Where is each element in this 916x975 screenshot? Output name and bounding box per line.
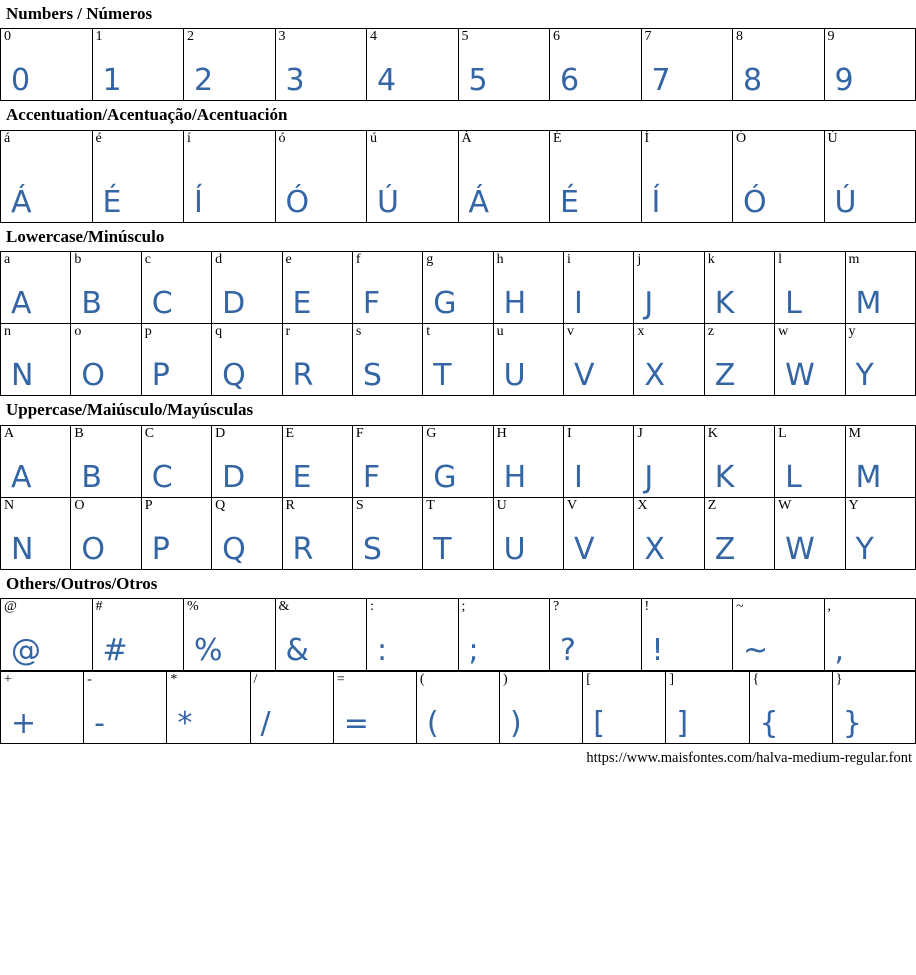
glyph-sample: J bbox=[644, 286, 654, 322]
glyph-sample: U bbox=[503, 358, 527, 394]
glyph-label: w bbox=[778, 324, 789, 340]
table-row bbox=[1, 324, 916, 396]
glyph-sample: P bbox=[151, 358, 171, 394]
glyph-label: ú bbox=[370, 130, 377, 146]
glyph-sample: 3 bbox=[285, 63, 306, 99]
glyph-label: K bbox=[707, 425, 718, 441]
glyph-sample: E bbox=[292, 286, 312, 322]
glyph-sample: ? bbox=[560, 632, 577, 668]
glyph-sample: ; bbox=[468, 632, 480, 668]
glyph-sample: V bbox=[574, 531, 596, 567]
glyph-label: C bbox=[144, 425, 155, 441]
glyph-label: c bbox=[144, 252, 151, 268]
glyph-label: 2 bbox=[187, 29, 194, 45]
glyph-label: f bbox=[355, 252, 361, 268]
glyph-label: J bbox=[637, 425, 643, 441]
glyph-label: m bbox=[848, 252, 860, 268]
glyph-sample: M bbox=[855, 286, 882, 322]
glyph-cell bbox=[423, 497, 493, 569]
glyph-label: j bbox=[637, 252, 642, 268]
glyph-label: 4 bbox=[370, 29, 377, 45]
glyph-sample: N bbox=[11, 358, 34, 394]
glyph-label: A bbox=[4, 425, 15, 441]
glyph-label: , bbox=[827, 598, 831, 614]
glyph-cell bbox=[775, 497, 845, 569]
glyph-cell bbox=[71, 252, 141, 324]
glyph-label: S bbox=[355, 497, 364, 513]
glyph-label: V bbox=[567, 497, 578, 513]
glyph-cell bbox=[458, 598, 550, 670]
glyph-sample: { bbox=[759, 705, 780, 741]
glyph-sample: ) bbox=[510, 705, 523, 741]
glyph-label: v bbox=[567, 324, 574, 340]
section-title-numbers: Numbers / Números bbox=[6, 4, 153, 23]
glyph-cell bbox=[352, 425, 422, 497]
glyph-label: 7 bbox=[644, 29, 652, 45]
glyph-label: * bbox=[170, 671, 178, 687]
glyph-cell bbox=[275, 29, 367, 101]
glyph-sample: Z bbox=[714, 358, 736, 394]
glyph-sample: Y bbox=[855, 358, 875, 394]
glyph-label: a bbox=[4, 252, 11, 268]
section-title-accentuation: Accentuation/Acentuação/Acentuación bbox=[6, 105, 288, 125]
glyph-cell bbox=[641, 29, 733, 101]
glyph-label: b bbox=[74, 252, 82, 268]
glyph-sample: S bbox=[362, 531, 383, 567]
glyph-label: u bbox=[496, 324, 504, 340]
glyph-cell bbox=[416, 671, 499, 743]
glyph-label: I bbox=[567, 425, 572, 441]
glyph-sample: O bbox=[81, 531, 106, 567]
glyph-label: L bbox=[778, 425, 787, 441]
glyph-cell bbox=[282, 252, 352, 324]
glyph-label: ~ bbox=[736, 598, 744, 614]
glyph-label: n bbox=[4, 324, 11, 340]
glyph-cell bbox=[704, 324, 774, 396]
glyph-label: = bbox=[336, 671, 345, 687]
glyph-sample: O bbox=[81, 358, 106, 394]
glyph-label: ; bbox=[461, 598, 466, 614]
glyph-label: o bbox=[74, 324, 82, 340]
glyph-cell bbox=[641, 598, 733, 670]
table-row bbox=[1, 130, 916, 222]
glyph-cell bbox=[282, 324, 352, 396]
glyph-table-numbers bbox=[0, 28, 916, 101]
glyph-sample: = bbox=[343, 705, 370, 741]
glyph-label: [ bbox=[586, 671, 591, 687]
glyph-sample: 8 bbox=[743, 63, 763, 99]
glyph-sample: K bbox=[714, 459, 735, 495]
glyph-cell bbox=[275, 598, 367, 670]
glyph-sample: P bbox=[151, 531, 171, 567]
glyph-cell bbox=[1, 130, 93, 222]
glyph-cell bbox=[333, 671, 416, 743]
glyph-label: } bbox=[835, 671, 843, 687]
glyph-label: O bbox=[74, 497, 85, 513]
glyph-sample: 4 bbox=[377, 63, 397, 99]
glyph-sample: [ bbox=[593, 705, 606, 741]
glyph-sample: X bbox=[644, 531, 666, 567]
table-row bbox=[1, 598, 916, 670]
glyph-label: ( bbox=[419, 671, 425, 687]
glyph-cell bbox=[71, 324, 141, 396]
glyph-cell bbox=[824, 29, 916, 101]
glyph-cell bbox=[550, 29, 642, 101]
glyph-sample: J bbox=[644, 459, 654, 495]
glyph-label: 1 bbox=[95, 29, 103, 45]
glyph-label: q bbox=[215, 324, 223, 340]
glyph-sample: W bbox=[785, 531, 816, 567]
glyph-cell bbox=[458, 29, 550, 101]
glyph-label: x bbox=[637, 324, 645, 340]
glyph-sample: Y bbox=[855, 531, 875, 567]
glyph-sample: W bbox=[785, 358, 816, 394]
glyph-sample: É bbox=[560, 184, 580, 220]
glyph-label: & bbox=[278, 598, 290, 614]
glyph-cell bbox=[775, 425, 845, 497]
glyph-label: É bbox=[553, 130, 562, 146]
glyph-sample: % bbox=[194, 632, 224, 668]
glyph-sample: T bbox=[433, 358, 453, 394]
glyph-cell bbox=[352, 324, 422, 396]
glyph-sample: C bbox=[151, 459, 174, 495]
glyph-cell bbox=[275, 130, 367, 222]
glyph-label: 3 bbox=[278, 29, 286, 45]
glyph-sample: M bbox=[855, 459, 882, 495]
glyph-sample: A bbox=[11, 459, 33, 495]
glyph-sample: + bbox=[11, 705, 37, 741]
glyph-label: l bbox=[778, 252, 783, 268]
glyph-cell bbox=[84, 671, 167, 743]
glyph-cell bbox=[733, 29, 825, 101]
glyph-sample: 9 bbox=[834, 63, 855, 99]
glyph-sample: , bbox=[834, 632, 845, 668]
glyph-sample: U bbox=[503, 531, 527, 567]
glyph-label: Q bbox=[215, 497, 226, 513]
glyph-label: % bbox=[187, 598, 199, 614]
glyph-cell bbox=[71, 497, 141, 569]
glyph-cell bbox=[141, 252, 211, 324]
glyph-sample: @ bbox=[11, 632, 42, 668]
glyph-cell bbox=[583, 671, 666, 743]
glyph-table-uppercase bbox=[0, 425, 916, 570]
glyph-cell bbox=[212, 252, 282, 324]
glyph-label: 9 bbox=[827, 29, 835, 45]
glyph-sample: Z bbox=[714, 531, 736, 567]
glyph-sample: É bbox=[102, 184, 122, 220]
glyph-label: U bbox=[496, 497, 507, 513]
glyph-cell bbox=[423, 252, 493, 324]
glyph-sample: Í bbox=[651, 184, 661, 220]
glyph-sample: G bbox=[433, 286, 457, 322]
glyph-cell bbox=[184, 29, 276, 101]
glyph-cell bbox=[704, 425, 774, 497]
glyph-sample: R bbox=[292, 358, 314, 394]
glyph-label: s bbox=[355, 324, 362, 340]
glyph-cell bbox=[141, 425, 211, 497]
glyph-sample: ( bbox=[426, 705, 440, 741]
glyph-cell bbox=[92, 598, 184, 670]
glyph-label: @ bbox=[4, 598, 17, 614]
glyph-label: Z bbox=[707, 497, 717, 513]
glyph-label: Á bbox=[461, 130, 472, 146]
glyph-cell bbox=[641, 130, 733, 222]
section-title-lowercase: Lowercase/Minúsculo bbox=[6, 226, 165, 246]
glyph-sample: * bbox=[177, 705, 193, 741]
glyph-cell bbox=[367, 130, 459, 222]
glyph-table-lowercase bbox=[0, 251, 916, 396]
glyph-cell bbox=[352, 252, 422, 324]
table-row bbox=[1, 425, 916, 497]
glyph-sample: L bbox=[785, 286, 803, 322]
glyph-cell bbox=[564, 324, 634, 396]
glyph-sample: Ú bbox=[377, 184, 400, 220]
glyph-cell bbox=[282, 497, 352, 569]
glyph-label: # bbox=[95, 598, 103, 614]
glyph-sample: Ú bbox=[834, 184, 857, 220]
glyph-cell bbox=[141, 497, 211, 569]
section-title-others: Others/Outros/Otros bbox=[6, 573, 158, 593]
glyph-cell bbox=[500, 671, 583, 743]
glyph-label: Ú bbox=[827, 130, 838, 146]
glyph-sample: } bbox=[842, 705, 863, 741]
glyph-cell bbox=[845, 425, 916, 497]
glyph-cell bbox=[92, 29, 184, 101]
table-row bbox=[1, 29, 916, 101]
source-url[interactable]: https://www.maisfontes.com/halva-medium-regular.font bbox=[586, 749, 912, 766]
glyph-label: Y bbox=[848, 497, 859, 513]
glyph-sample: T bbox=[433, 531, 453, 567]
glyph-cell bbox=[282, 425, 352, 497]
glyph-cell bbox=[71, 425, 141, 497]
glyph-cell bbox=[564, 497, 634, 569]
glyph-cell bbox=[1, 497, 71, 569]
glyph-label: E bbox=[285, 425, 295, 441]
table-row bbox=[1, 252, 916, 324]
glyph-label: Í bbox=[644, 130, 650, 146]
glyph-cell bbox=[733, 598, 825, 670]
glyph-cell bbox=[352, 497, 422, 569]
glyph-label: z bbox=[707, 324, 714, 340]
glyph-sample: X bbox=[644, 358, 666, 394]
glyph-sample: 1 bbox=[102, 63, 123, 99]
glyph-sample: N bbox=[11, 531, 34, 567]
glyph-label: T bbox=[426, 497, 435, 513]
glyph-sample: G bbox=[433, 459, 457, 495]
glyph-label: i bbox=[567, 252, 571, 268]
glyph-cell bbox=[564, 425, 634, 497]
glyph-cell bbox=[733, 130, 825, 222]
glyph-sample: ! bbox=[651, 632, 665, 668]
glyph-sample: Q bbox=[222, 358, 247, 394]
glyph-cell bbox=[212, 324, 282, 396]
glyph-label: G bbox=[426, 425, 437, 441]
glyph-label: ] bbox=[669, 671, 675, 687]
glyph-sample: 7 bbox=[651, 63, 672, 99]
glyph-label: + bbox=[4, 671, 12, 687]
glyph-cell bbox=[704, 497, 774, 569]
table-row bbox=[1, 671, 916, 743]
glyph-label: D bbox=[215, 425, 226, 441]
glyph-sample: S bbox=[362, 358, 383, 394]
glyph-label: : bbox=[370, 598, 374, 614]
glyph-sample: ~ bbox=[743, 632, 769, 668]
glyph-sample: I bbox=[574, 459, 584, 495]
glyph-sample: H bbox=[503, 459, 527, 495]
glyph-cell bbox=[775, 324, 845, 396]
glyph-label: N bbox=[4, 497, 15, 513]
glyph-cell bbox=[634, 497, 704, 569]
glyph-label: B bbox=[74, 425, 84, 441]
glyph-cell bbox=[1, 252, 71, 324]
glyph-label: t bbox=[426, 324, 431, 340]
glyph-cell bbox=[564, 252, 634, 324]
glyph-cell bbox=[824, 130, 916, 222]
glyph-label: r bbox=[285, 324, 291, 340]
glyph-label: 6 bbox=[553, 29, 560, 45]
glyph-cell bbox=[493, 324, 563, 396]
glyph-sample: K bbox=[714, 286, 735, 322]
glyph-cell bbox=[749, 671, 832, 743]
glyph-label: F bbox=[355, 425, 364, 441]
glyph-sample: B bbox=[81, 286, 103, 322]
glyph-sample: I bbox=[574, 286, 584, 322]
glyph-sample: & bbox=[285, 632, 310, 668]
glyph-sample: V bbox=[574, 358, 596, 394]
glyph-sample: Á bbox=[11, 184, 33, 220]
glyph-table-others-2 bbox=[0, 671, 916, 744]
glyph-cell bbox=[493, 425, 563, 497]
glyph-cell bbox=[550, 130, 642, 222]
glyph-label: k bbox=[707, 252, 715, 268]
glyph-cell bbox=[184, 598, 276, 670]
glyph-cell bbox=[832, 671, 915, 743]
glyph-sample: Ó bbox=[743, 184, 768, 220]
glyph-sample: Ó bbox=[285, 184, 310, 220]
glyph-sample: Q bbox=[222, 531, 247, 567]
glyph-cell bbox=[212, 425, 282, 497]
glyph-label: { bbox=[752, 671, 760, 687]
glyph-cell bbox=[184, 130, 276, 222]
glyph-cell bbox=[1, 671, 84, 743]
glyph-cell bbox=[634, 324, 704, 396]
glyph-cell bbox=[634, 252, 704, 324]
glyph-cell bbox=[141, 324, 211, 396]
glyph-label: ! bbox=[644, 598, 650, 614]
glyph-sample: H bbox=[503, 286, 527, 322]
glyph-cell bbox=[1, 598, 93, 670]
glyph-sample: L bbox=[785, 459, 803, 495]
glyph-label: 5 bbox=[461, 29, 469, 45]
glyph-cell bbox=[550, 598, 642, 670]
glyph-label: X bbox=[637, 497, 648, 513]
glyph-table-accentuation bbox=[0, 130, 916, 223]
glyph-cell bbox=[367, 598, 459, 670]
glyph-label: 0 bbox=[4, 29, 11, 45]
glyph-cell bbox=[824, 598, 916, 670]
glyph-cell bbox=[845, 252, 916, 324]
glyph-sample: 6 bbox=[560, 63, 580, 99]
glyph-label: é bbox=[95, 130, 102, 146]
glyph-label: M bbox=[848, 425, 861, 441]
glyph-cell bbox=[367, 29, 459, 101]
glyph-sample: B bbox=[81, 459, 103, 495]
glyph-cell bbox=[493, 252, 563, 324]
glyph-label: y bbox=[848, 324, 856, 340]
glyph-label: / bbox=[253, 671, 258, 687]
glyph-sample: 0 bbox=[11, 63, 31, 99]
glyph-cell bbox=[666, 671, 749, 743]
glyph-sample: : bbox=[377, 632, 388, 668]
glyph-label: ? bbox=[553, 598, 560, 614]
glyph-cell bbox=[1, 29, 93, 101]
section-title-uppercase: Uppercase/Maiúsculo/Mayúsculas bbox=[6, 400, 254, 420]
glyph-sample: R bbox=[292, 531, 314, 567]
glyph-sample: 2 bbox=[194, 63, 214, 99]
glyph-cell bbox=[1, 324, 71, 396]
glyph-sample: 5 bbox=[468, 63, 489, 99]
glyph-sample: F bbox=[362, 459, 381, 495]
glyph-sample: Á bbox=[468, 184, 490, 220]
glyph-label: R bbox=[285, 497, 295, 513]
glyph-cell bbox=[845, 497, 916, 569]
glyph-label: e bbox=[285, 252, 292, 268]
glyph-cell bbox=[493, 497, 563, 569]
glyph-label: h bbox=[496, 252, 504, 268]
glyph-cell bbox=[704, 252, 774, 324]
glyph-sample: ] bbox=[676, 705, 689, 741]
glyph-cell bbox=[458, 130, 550, 222]
glyph-cell bbox=[845, 324, 916, 396]
glyph-sample: C bbox=[151, 286, 174, 322]
glyph-label: - bbox=[87, 671, 92, 687]
glyph-label: g bbox=[426, 252, 434, 268]
glyph-cell bbox=[1, 425, 71, 497]
glyph-label: Ó bbox=[736, 130, 747, 146]
glyph-label: W bbox=[778, 497, 792, 513]
glyph-table-others bbox=[0, 598, 916, 671]
glyph-sample: D bbox=[222, 459, 246, 495]
glyph-label: p bbox=[144, 324, 152, 340]
glyph-sample: D bbox=[222, 286, 246, 322]
glyph-label: P bbox=[144, 497, 153, 513]
glyph-sample: F bbox=[362, 286, 381, 322]
glyph-sample: # bbox=[102, 632, 129, 668]
glyph-cell bbox=[167, 671, 250, 743]
glyph-cell bbox=[634, 425, 704, 497]
glyph-label: í bbox=[187, 130, 191, 146]
glyph-label: ó bbox=[278, 130, 286, 146]
glyph-sample: A bbox=[11, 286, 33, 322]
glyph-cell bbox=[775, 252, 845, 324]
glyph-sample: - bbox=[94, 705, 106, 741]
glyph-sample: Í bbox=[194, 184, 204, 220]
glyph-label: d bbox=[215, 252, 223, 268]
glyph-label: 8 bbox=[736, 29, 743, 45]
glyph-label: H bbox=[496, 425, 507, 441]
glyph-cell bbox=[92, 130, 184, 222]
glyph-cell bbox=[423, 324, 493, 396]
glyph-cell bbox=[423, 425, 493, 497]
glyph-cell bbox=[212, 497, 282, 569]
glyph-label: á bbox=[4, 130, 11, 146]
glyph-sample: / bbox=[260, 705, 272, 741]
glyph-cell bbox=[250, 671, 333, 743]
glyph-sample: E bbox=[292, 459, 312, 495]
glyph-label: ) bbox=[503, 671, 508, 687]
table-row bbox=[1, 497, 916, 569]
